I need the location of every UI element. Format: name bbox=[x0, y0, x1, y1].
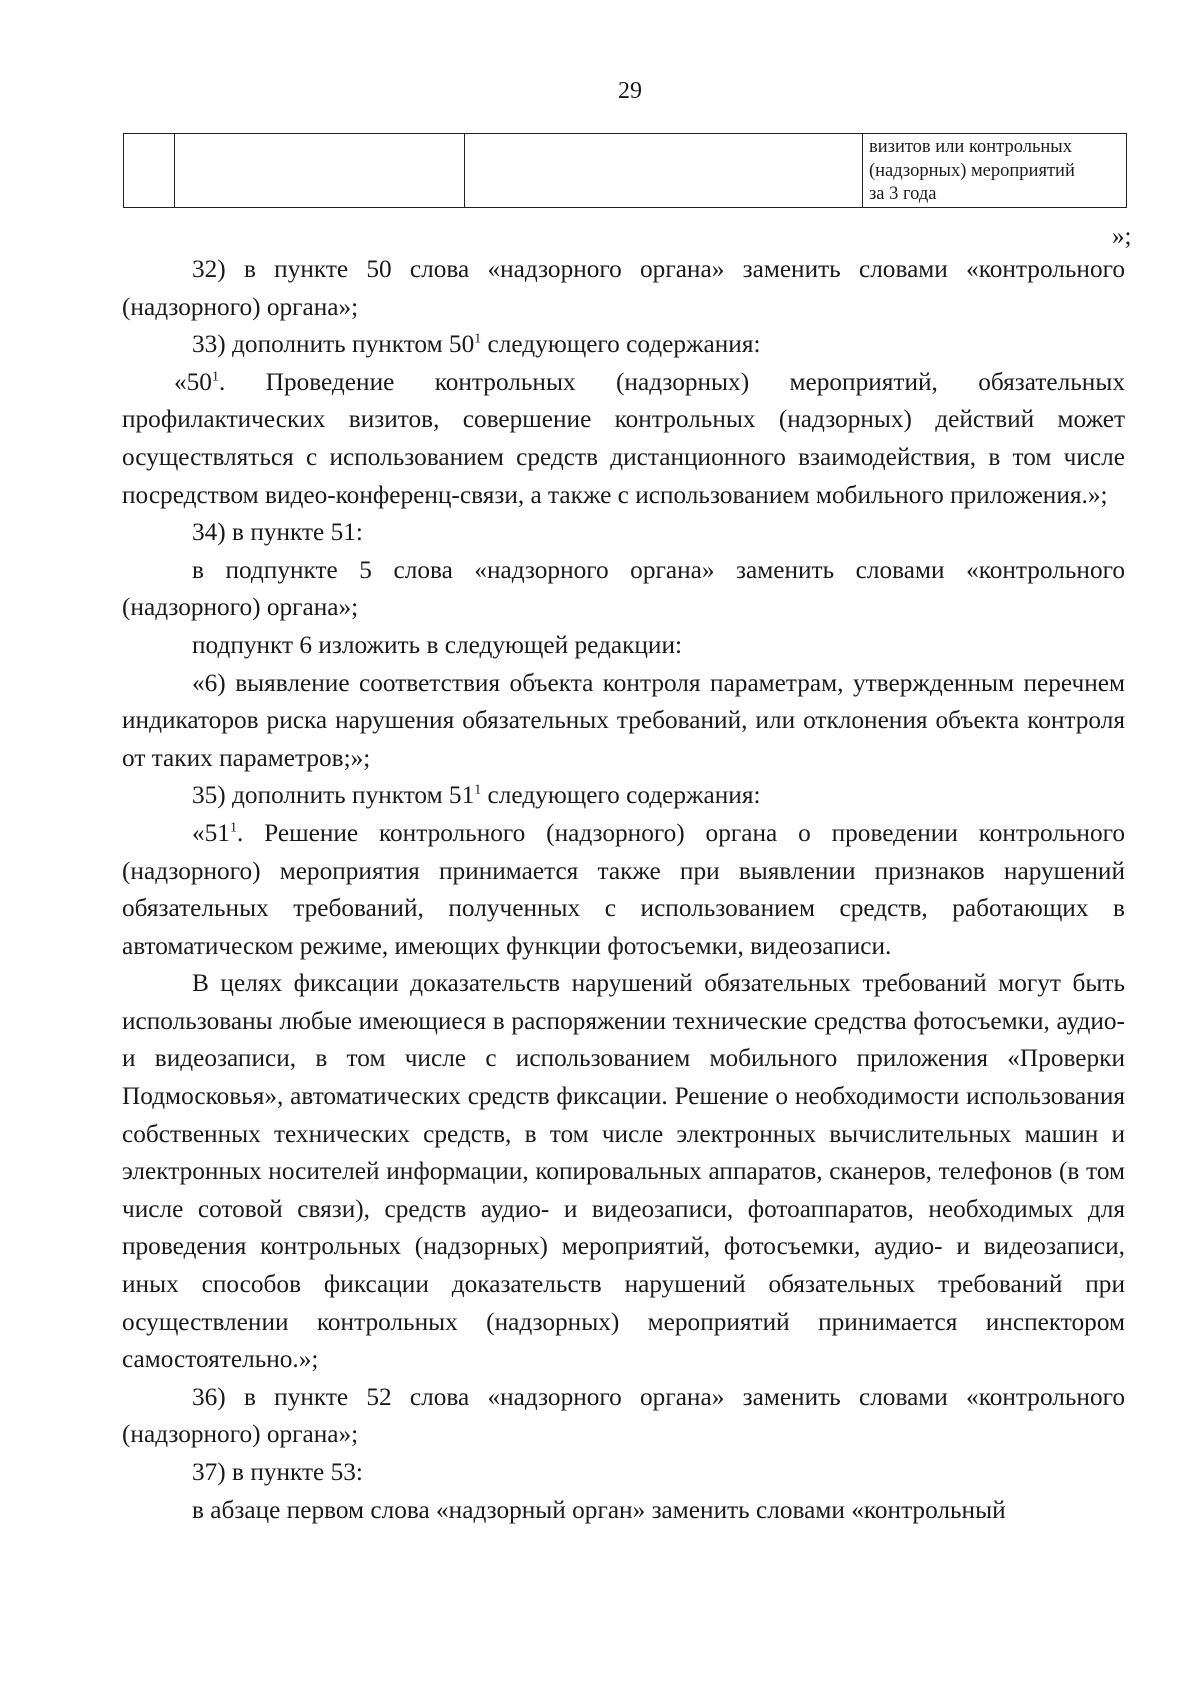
paragraph-text: «50 bbox=[174, 367, 212, 396]
superscript: 1 bbox=[229, 820, 237, 836]
table-continuation bbox=[123, 133, 1127, 208]
table-cell-line: визитов или контрольных bbox=[869, 137, 1072, 157]
paragraph-34-subpoint-6-intro: подпункт 6 изложить в следующей редакции: bbox=[192, 630, 683, 659]
paragraph-text: 33) дополнить пунктом 50 bbox=[192, 330, 475, 359]
paragraph-37: 37) в пункте 53: bbox=[192, 1458, 363, 1486]
paragraph-text: «51 bbox=[192, 818, 230, 847]
table-cell-line: за 3 года bbox=[869, 184, 937, 204]
paragraph-34-subpoint-6-text: «6) выявление соответствия объекта контроля параметрам, утвержденным перечнем индикаторов риска нарушения обязательных требований, или отклонения объекта контроля от таких параметров;»; bbox=[122, 668, 1125, 772]
table-cell-empty bbox=[124, 134, 175, 207]
paragraph-34-subpoint-5: в подпункте 5 слова «надзорного органа» заменить словами «контрольного (надзорного) органа»; bbox=[122, 555, 1125, 622]
paragraph-text: следующего содержания: bbox=[481, 781, 761, 810]
paragraph-text: . Решение контрольного (надзорного) органа о проведении контрольного (надзорного) мероприятия принимается также при выявлении признаков нарушений обязательных требований, полученных с использованием средств, работающих в автоматическом режиме, имеющих функции фотосъемки, видеозаписи. bbox=[122, 818, 1125, 960]
paragraph-32: 32) в пункте 50 слова «надзорного органа» заменить словами «контрольного (надзорного) органа»; bbox=[122, 255, 1125, 321]
paragraph-text: следующего содержания: bbox=[481, 330, 761, 359]
superscript: 1 bbox=[474, 331, 482, 347]
paragraph-50-1 bbox=[122, 364, 1125, 514]
paragraph-text: . Проведение контрольных (надзорных) мероприятий, обязательных профилактических визитов, совершение контрольных (надзорных) действий может осуществляться с использованием средств дистанционного взаимодействия, в том числе посредством видео-конференц-связи, а также с использованием мобильного приложения.»; bbox=[122, 367, 1125, 509]
paragraph-33 bbox=[122, 326, 1125, 364]
table-cell-empty bbox=[175, 134, 465, 207]
paragraph-36: 36) в пункте 52 слова «надзорного органа» заменить словами «контрольного (надзорного) органа»; bbox=[122, 1382, 1125, 1449]
table-cell-text bbox=[863, 134, 1126, 207]
paragraph-35 bbox=[122, 777, 1125, 815]
paragraph-37-first-abzac: в абзаце первом слова «надзорный орган» заменить словами «контрольный bbox=[192, 1495, 1006, 1524]
superscript: 1 bbox=[474, 782, 482, 798]
superscript: 1 bbox=[211, 369, 219, 385]
document-body bbox=[122, 251, 1125, 1529]
paragraph-51-1-second: В целях фиксации доказательств нарушений обязательных требований могут быть использованы любые имеющиеся в распоряжении технические средства фотосъемки, аудио- и видеозаписи, в том числе с использованием мобильного приложения «Проверки Подмосковья», автоматических средств фиксации. Решение о необходимости использования собственных технических средств, в том числе электронных вычислительных машин и электронных носителей информации, копировальных аппаратов, сканеров, телефонов (в том числе сотовой связи), средств аудио- и видеозаписи, фотоаппаратов, необходимых для проведения контрольных (надзорных) мероприятий, фотосъемки, аудио- и видеозаписи, иных способов фиксации доказательств нарушений обязательных требований при осуществлении контрольных (надзорных) мероприятий принимается инспектором самостоятельно.»; bbox=[122, 969, 1125, 1374]
table-cell-empty bbox=[465, 134, 863, 207]
paragraph-34: 34) в пункте 51: bbox=[192, 518, 363, 547]
closing-quote: »; bbox=[1112, 223, 1132, 250]
page-number: 29 bbox=[618, 78, 642, 104]
table-cell-line: (надзорных) мероприятий bbox=[869, 160, 1075, 181]
paragraph-51-1 bbox=[122, 815, 1125, 965]
paragraph-text: 35) дополнить пунктом 51 bbox=[192, 781, 475, 810]
